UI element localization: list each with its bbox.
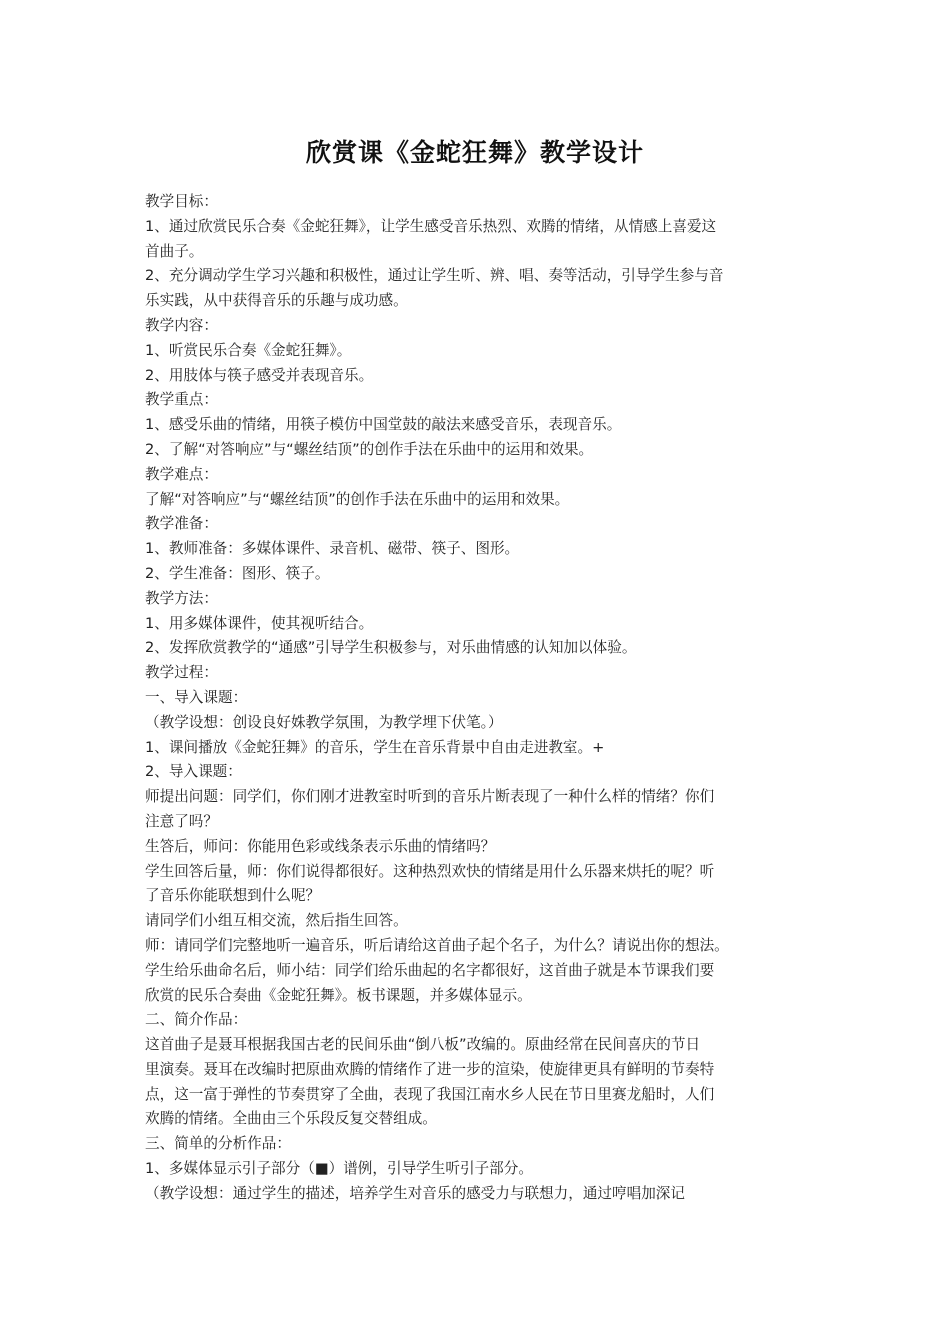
text-line: 注意了吗？ (145, 812, 218, 830)
text-line: 里演奏。聂耳在改编时把原曲欢腾的情绪作了进一步的渲染，使旋律更具有鲜明的节奏特 (145, 1060, 715, 1078)
text-line: 1、课间播放《金蛇狂舞》的音乐，学生在音乐背景中自由走进教室。+ (145, 738, 605, 756)
text-line: 点，这一富于弹性的节奏贯穿了全曲，表现了我国江南水乡人民在节日里赛龙船时，人们 (145, 1085, 715, 1103)
text-line: 2、用肢体与筷子感受并表现音乐。 (145, 366, 374, 384)
text-line: 教学方法： (145, 589, 218, 607)
text-line: 1、教师准备：多媒体课件、录音机、磁带、筷子、图形。 (145, 540, 520, 558)
document-title: 欣赏课《金蛇狂舞》教学设计 (305, 138, 644, 167)
text-line: 1、用多媒体课件，使其视听结合。 (145, 614, 374, 632)
text-line: 1、通过欣赏民乐合奏《金蛇狂舞》，让学生感受音乐热烈、欢腾的情绪，从情感上喜爱这 (145, 217, 717, 235)
text-line: 师提出问题：同学们，你们刚才进教室时听到的音乐片断表现了一种什么样的情绪？你们 (145, 788, 715, 806)
text-line: 首曲子。 (145, 242, 204, 260)
text-line: 学生回答后量，师：你们说得都很好。这种热烈欢快的情绪是用什么乐器来烘托的呢？听 (145, 862, 715, 880)
text-line: 这首曲子是聂耳根据我国古老的民间乐曲“倒八板”改编的。原曲经常在民间喜庆的节日 (145, 1036, 701, 1054)
text-line: 2、发挥欣赏教学的“通感”引导学生积极参与，对乐曲情感的认知加以体验。 (145, 639, 637, 657)
text-line: 2、了解“对答响应”与“螺丝结顶”的创作手法在乐曲中的运用和效果。 (145, 440, 594, 458)
document-body (145, 190, 810, 1207)
text-line: 学生给乐曲命名后，师小结：同学们给乐曲起的名字都很好，这首曲子就是本节课我们要 (145, 961, 715, 979)
text-line: 1、感受乐曲的情绪，用筷子模仿中国堂鼓的敲法来感受音乐，表现音乐。 (145, 416, 622, 434)
text-line: 请同学们小组互相交流，然后指生回答。 (145, 912, 408, 930)
text-line: 2、导入课题： (145, 763, 242, 781)
text-line: 一、导入课题： (145, 688, 248, 706)
text-line: 教学目标： (145, 193, 218, 210)
text-line: 2、学生准备：图形、筷子。 (145, 564, 330, 582)
text-line: 了解“对答响应”与“螺丝结顶”的创作手法在乐曲中的运用和效果。 (145, 490, 570, 508)
text-line: 1、多媒体显示引子部分（■）谱例，引导学生听引子部分。 (145, 1160, 533, 1178)
text-line: 了音乐你能联想到什么呢？ (145, 887, 321, 905)
text-line: 师：请同学们完整地听一遍音乐，听后请给这首曲子起个名子，为什么？请说出你的想法。 (145, 936, 729, 954)
text-line: 教学内容： (145, 316, 218, 334)
text-line: 教学难点： (145, 465, 218, 483)
text-line: 教学重点： (145, 391, 218, 409)
text-line: （教学设想：通过学生的描述，培养学生对音乐的感受力与联想力，通过哼唱加深记 (145, 1184, 685, 1202)
text-line: 乐实践，从中获得音乐的乐趣与成功感。 (145, 292, 408, 310)
text-line: 生答后，师问：你能用色彩或线条表示乐曲的情绪吗？ (145, 837, 496, 855)
text-line: 二、简介作品： (145, 1011, 248, 1029)
text-line: 欣赏的民乐合奏曲《金蛇狂舞》。板书课题，并多媒体显示。 (145, 986, 532, 1004)
text-line: 欢腾的情绪。全曲由三个乐段反复交替组成。 (145, 1110, 437, 1128)
text-line: 1、听赏民乐合奏《金蛇狂舞》。 (145, 341, 352, 359)
text-line: 三、简单的分析作品： (145, 1135, 291, 1153)
text-line: （教学设想：创设良好姝教学氛围，为教学埋下伏笔。） (145, 713, 503, 731)
text-line: 2、充分调动学生学习兴趣和积极性，通过让学生听、辨、唱、奏等活动，引导学生参与音 (145, 267, 724, 285)
text-line: 教学准备： (145, 515, 218, 533)
text-line: 教学过程： (145, 664, 218, 682)
